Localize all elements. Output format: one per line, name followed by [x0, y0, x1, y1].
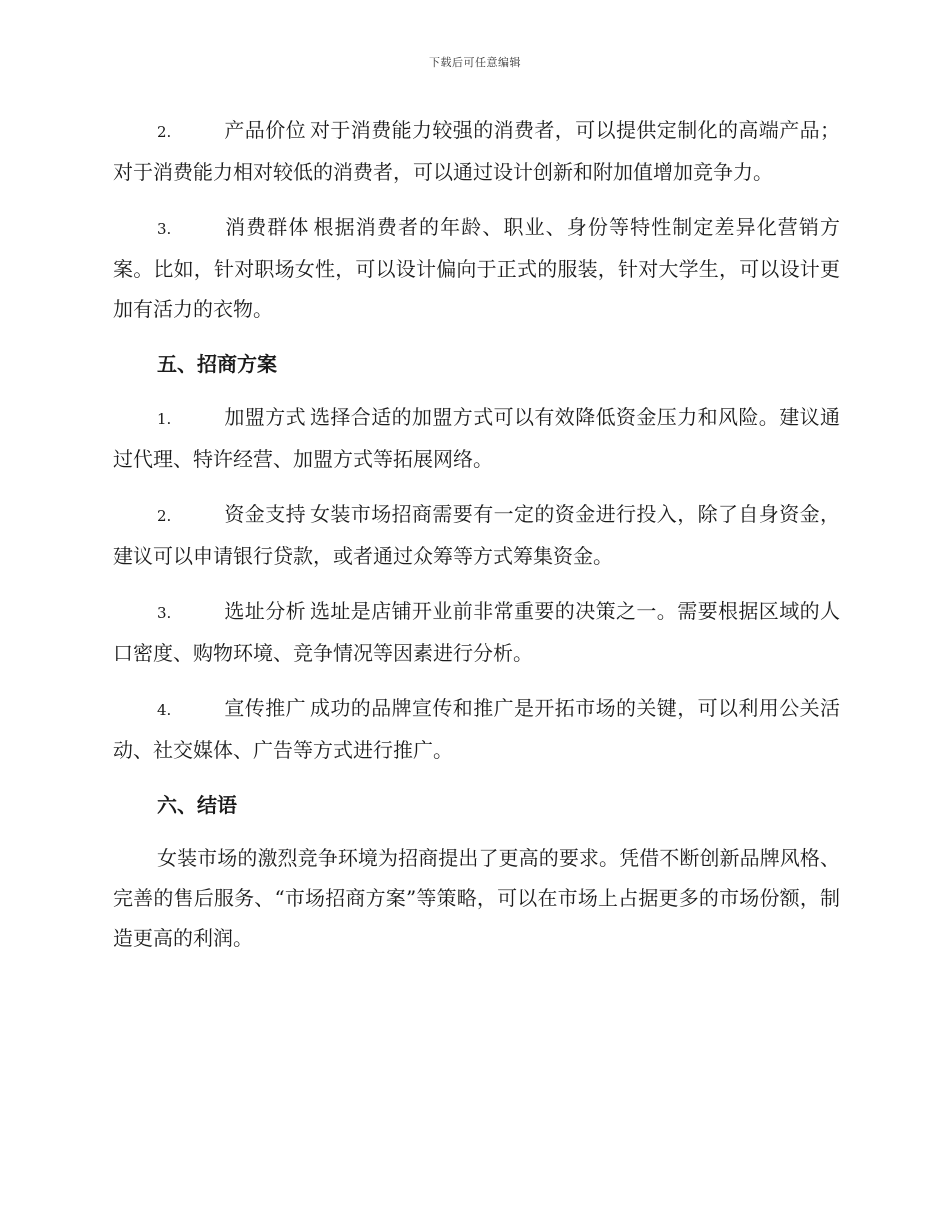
document-body [113, 110, 840, 973]
list-item-funding-support [113, 494, 840, 576]
item-number: 2. [157, 507, 172, 525]
item-text: 选择合适的加盟方式可以有效降低资金压力和风险。建议通过代理、特许经营、加盟方式等拓展网络。 [113, 405, 840, 471]
item-heading: 资金支持 [224, 502, 306, 526]
header-note: 下载后可任意编辑 [429, 56, 521, 69]
item-text: 选址是店铺开业前非常重要的决策之一。需要根据区域的人口密度、购物环境、竞争情况等因素进行分析。 [113, 599, 840, 665]
item-number: 1. [157, 410, 172, 428]
item-text: 女装市场招商需要有一定的资金进行投入，除了自身资金，建议可以申请银行贷款，或者通过众筹等方式筹集资金。 [113, 502, 840, 568]
list-item-franchise-mode [113, 397, 840, 479]
list-item-site-analysis [113, 591, 840, 673]
item-text: 对于消费能力较强的消费者，可以提供定制化的高端产品；对于消费能力相对较低的消费者，可以通过设计创新和附加值增加竞争力。 [113, 118, 840, 184]
item-text: 根据消费者的年龄、职业、身份等特性制定差异化营销方案。比如，针对职场女性，可以设计偏向于正式的服装，针对大学生，可以设计更加有活力的衣物。 [113, 215, 841, 321]
section-title-investment-plan: 五、招商方案 [157, 352, 277, 376]
item-heading: 宣传推广 [224, 696, 306, 720]
list-item-promotion [113, 688, 840, 770]
item-heading: 产品价位 [224, 118, 306, 142]
item-number: 3. [157, 220, 172, 238]
item-number: 3. [157, 604, 172, 622]
item-number: 4. [157, 701, 172, 719]
item-number: 2. [157, 123, 172, 141]
list-item-product-price [113, 110, 840, 192]
item-text: 成功的品牌宣传和推广是开拓市场的关键，可以利用公关活动、社交媒体、广告等方式进行推广。 [113, 696, 840, 762]
conclusion-paragraph: 女装市场的激烈竞争环境为招商提出了更高的要求。凭借不断创新品牌风格、完善的售后服务、“市场招商方案”等策略，可以在市场上占据更多的市场份额，制造更高的利润。 [113, 846, 840, 950]
item-heading: 消费群体 [224, 215, 310, 239]
item-heading: 选址分析 [224, 599, 306, 623]
section-title-conclusion: 六、结语 [157, 793, 237, 817]
list-item-consumer-group [113, 207, 840, 329]
item-heading: 加盟方式 [224, 405, 306, 429]
